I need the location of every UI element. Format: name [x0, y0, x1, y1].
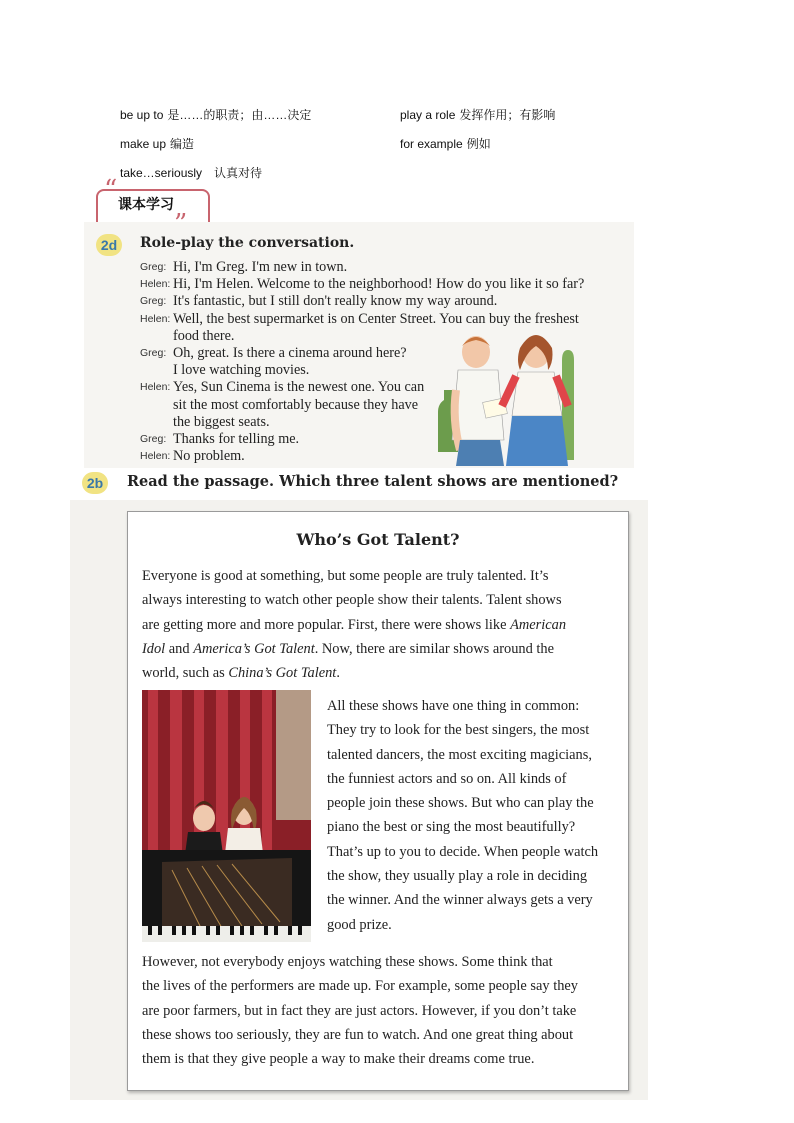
utterance: I love watching movies.: [173, 362, 310, 379]
wall-panel: [276, 690, 311, 820]
line: good prize.: [327, 916, 392, 933]
line: However, not everybody enjoys watching these shows. Some think that: [142, 954, 553, 970]
speaker: Greg:: [140, 261, 167, 273]
line: [142, 661, 566, 685]
reading-passage: [127, 511, 629, 1091]
vocab-cn: 是……的职责；由……决定: [167, 108, 312, 122]
line: the show, they usually play a role in deciding: [327, 868, 588, 885]
utterance: Well, the best supermarket is on Center Street. You can buy the freshest: [173, 310, 579, 327]
line: All these shows have one thing in common:: [327, 698, 580, 714]
utterance: Thanks for telling me.: [173, 430, 300, 447]
vocab-cn: 编造: [170, 137, 195, 151]
vocab-item-take-seriously: [120, 164, 262, 181]
utterance: Hi, I'm Greg. I'm new in town.: [173, 259, 348, 275]
utterance: No problem.: [173, 448, 245, 465]
line: the winner. And the winner always gets a very: [327, 892, 593, 909]
line: the lives of the performers are made up. For example, some people say they: [142, 978, 578, 995]
show-name: Idol: [142, 640, 166, 657]
vocab-item-make-up: [120, 135, 194, 152]
text-span: world, such as: [142, 665, 225, 682]
passage-title: Who’s Got Talent?: [296, 530, 460, 549]
speaker: Greg:: [140, 432, 167, 445]
utterance: sit the most comfortably because they have: [173, 396, 419, 413]
line: talented dancers, the most exciting magicians,: [327, 746, 592, 763]
exercise-tag-2b: 2b: [82, 472, 108, 494]
text-span: and: [168, 640, 190, 657]
speaker: Helen:: [140, 312, 171, 325]
dialog-line: [140, 311, 590, 328]
show-name: American: [510, 616, 567, 633]
vocab-item-be-up-to: [120, 106, 311, 123]
text-span: .: [336, 665, 340, 682]
utterance: Oh, great. Is there a cinema around here?: [173, 344, 407, 361]
show-name: China’s Got Talent: [228, 665, 337, 682]
conversation-illustration: [432, 330, 582, 466]
exercise-tag-2d: 2d: [96, 234, 122, 256]
utterance: It's fantastic, but I still don't really know my way around.: [173, 293, 498, 310]
line: [142, 637, 566, 661]
utterance: the biggest seats.: [173, 413, 270, 430]
line: [142, 613, 566, 637]
utterance: Hi, I'm Helen. Welcome to the neighborhood! How do you like it so far?: [173, 276, 585, 293]
show-name: America’s Got Talent: [193, 640, 315, 657]
vocab-cn: 例如: [466, 137, 491, 151]
dialog-line: [140, 293, 590, 310]
vocab-en: play a role: [400, 108, 456, 122]
line: Everyone is good at something, but some people are truly talented. It’s: [142, 568, 549, 584]
utterance: Yes, Sun Cinema is the newest one. You can: [173, 379, 425, 396]
vocab-cn: 认真对待: [214, 166, 263, 180]
badge-label: 课本学习: [118, 197, 174, 213]
exercise-heading-2b: Read the passage. Which three talent shows are mentioned?: [127, 473, 619, 490]
vocab-en: make up: [120, 137, 167, 151]
vocab-en: be up to: [120, 108, 164, 122]
speaker: Helen:: [140, 278, 171, 291]
line: them is that they give people a way to make their dreams come true.: [142, 1051, 535, 1068]
line: They try to look for the best singers, the most: [327, 722, 590, 739]
speaker: Greg:: [140, 346, 167, 359]
paragraph-1: [142, 564, 566, 685]
paragraph-2: [327, 694, 598, 937]
pianists-photo: [142, 690, 311, 942]
speaker: Greg:: [140, 295, 167, 308]
line: piano the best or sing the most beautifully?: [327, 819, 576, 836]
quote-open-icon: “: [104, 175, 118, 205]
line: That’s up to you to decide. When people watch: [327, 843, 599, 860]
paragraph-3: [142, 950, 578, 1071]
exercise-heading-2d: Role-play the conversation.: [140, 235, 355, 251]
text-span: . Now, there are similar shows around the: [314, 640, 554, 657]
vocab-item-play-a-role: [400, 106, 555, 123]
text-span: are getting more and more popular. First, there were shows like: [142, 616, 507, 633]
line: people join these shows. But who can play the: [327, 795, 594, 812]
vocab-item-for-example: [400, 135, 491, 152]
line: always interesting to watch other people show their talents. Talent shows: [142, 592, 562, 609]
section-2d: [84, 222, 634, 468]
dialog-line: [140, 276, 590, 293]
vocab-en: for example: [400, 137, 463, 151]
utterance: food there.: [173, 327, 235, 344]
speaker: Helen:: [140, 450, 171, 463]
vocab-cn: 发挥作用；有影响: [459, 108, 556, 122]
speaker: Helen:: [140, 381, 171, 394]
dialog-line: [140, 259, 590, 276]
vocab-en: take…seriously: [120, 166, 203, 180]
line: these shows too seriously, they are fun to watch. And one great thing about: [142, 1026, 574, 1043]
line: the funniest actors and so on. All kinds of: [327, 770, 567, 787]
line: are poor farmers, but in fact they are just actors. However, if you don’t take: [142, 1002, 577, 1019]
